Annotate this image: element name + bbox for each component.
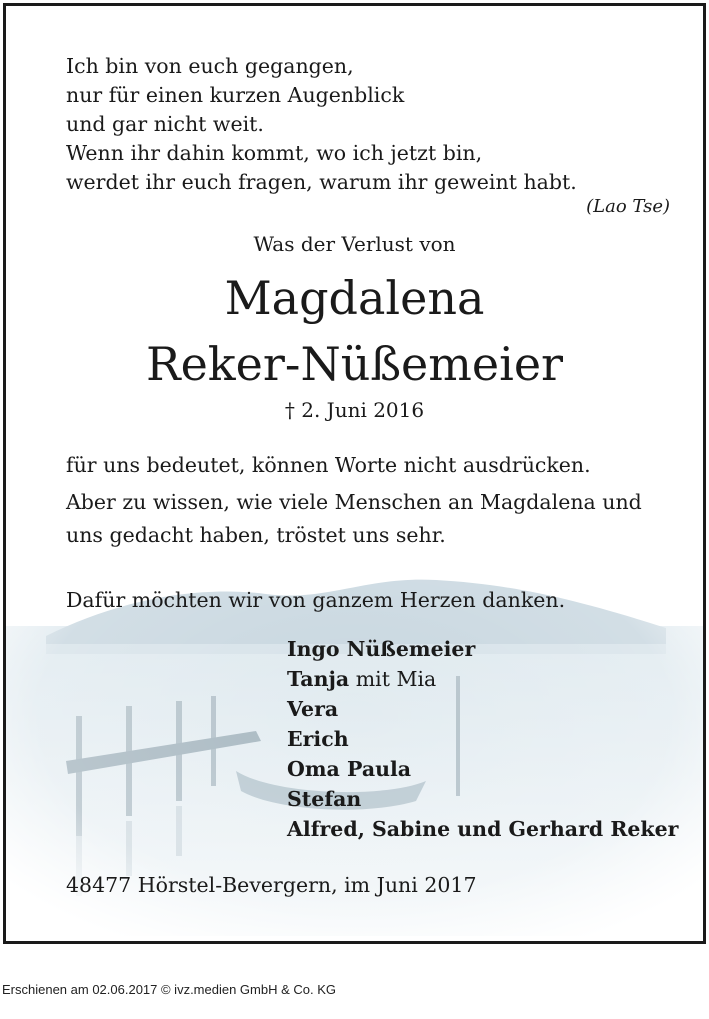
body-paragraph [66,486,642,552]
signer-extra: mit Mia [349,667,437,691]
signer [287,694,678,724]
signer [287,664,678,694]
signer [287,634,678,664]
signer-name: Tanja [287,667,350,691]
deceased-last-name: Reker-Nüßemeier [145,337,564,391]
publication-footer: Erschienen am 02.06.2017 © ivz.medien GmbH & Co. KG [2,982,337,997]
signer-name: Erich [287,727,349,751]
poem-line: Ich bin von euch gegangen, [66,54,354,78]
signer-name: Stefan [287,787,362,811]
poem-line: werdet ihr euch fragen, warum ihr geweint habt. [66,170,577,194]
signer-name: Alfred, Sabine und Gerhard Reker [287,817,679,841]
deceased-first-name: Magdalena [224,271,485,325]
poem [66,52,577,197]
signer [287,724,678,754]
poem-line: und gar nicht weit. [66,112,264,136]
intro-text: Was der Verlust von [253,232,456,256]
death-date: † 2. Juni 2016 [284,398,425,422]
thanks-text: Dafür möchten wir von ganzem Herzen danken. [66,588,566,612]
signer-name: Oma Paula [287,757,412,781]
signer [287,784,678,814]
signer-name: Ingo Nüßemeier [287,637,476,661]
signers-list [287,634,678,844]
body-text-line: für uns bedeutet, können Worte nicht ausdrücken. [66,453,591,477]
poem-line: Wenn ihr dahin kommt, wo ich jetzt bin, [66,141,483,165]
obituary-card [3,3,706,944]
signer [287,754,678,784]
signer [287,814,678,844]
poem-line: nur für einen kurzen Augenblick [66,83,405,107]
poem-author: (Lao Tse) [586,196,670,217]
body-text-line: uns gedacht haben, tröstet uns sehr. [66,523,446,547]
place-date: 48477 Hörstel-Bevergern, im Juni 2017 [66,873,477,897]
signer-name: Vera [287,697,339,721]
body-text-line: Aber zu wissen, wie viele Menschen an Magdalena und [66,490,642,514]
